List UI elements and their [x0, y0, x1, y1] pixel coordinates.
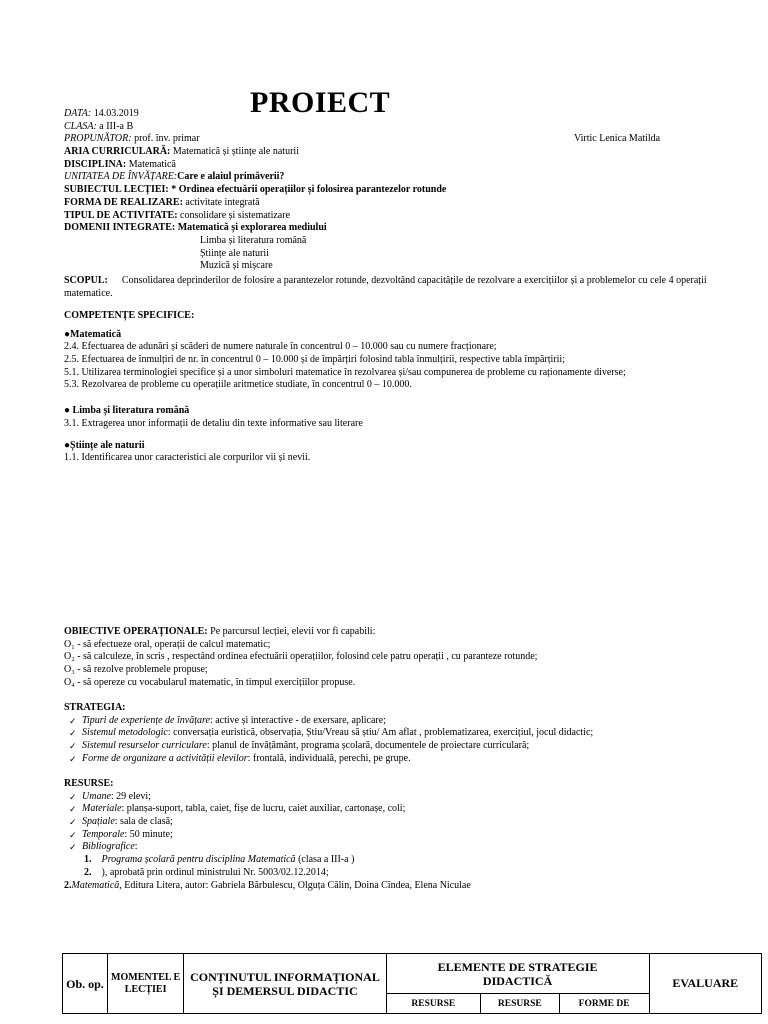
col-ob-op: Ob. op. — [63, 954, 108, 1014]
competenta-item: 3.1. Extragerea unor informații de detaliu din texte informative sau literare — [64, 417, 363, 429]
obiectiv-item: O₁ - să efectueze oral, operații de calcul matematic; — [64, 638, 271, 650]
stiinte-heading: ●Științe ale naturii — [64, 439, 145, 451]
bibliografie-item-2: 2. ), aprobată prin ordinul ministrului Nr. 5003/02.12.2014; — [84, 866, 329, 878]
col-evaluare: EVALUARE — [649, 954, 761, 1014]
resurse-item: ✓ Spațiale: sala de clasă; — [64, 816, 714, 829]
tipul-line: TIPUL DE ACTIVITATE: consolidare și sistematizare — [64, 209, 291, 221]
author-name: Virtic Lenica Matilda — [574, 133, 661, 145]
resurse-section — [64, 778, 714, 892]
strategia-item: ✓ Tipuri de experiențe de învățare: active și interactive - de exersare, aplicare; — [64, 715, 714, 728]
obiectiv-item: O₃ - să rezolve problemele propuse; — [64, 664, 208, 676]
propunator-line: PROPUNĂTOR: prof. înv. primar Virtic Lenica Matilda — [64, 133, 661, 145]
competenta-item: 2.5. Efectuarea de înmulțiri de nr. în concentrul 0 – 10.000 și de împărțiri folosind tabla înmulțirii, respective tabla împărțirii; — [64, 354, 565, 366]
data-line: DATA: 14.03.2019 — [64, 108, 139, 119]
domenii-extra-3: Muzică și mișcare — [200, 260, 273, 272]
strategia-heading: STRATEGIA: — [64, 702, 126, 713]
strategia-item: ✓ Sistemul metodologic: conversația euristică, observația, Știu/Vreau să știu/ Am aflat , problematizarea, exercițiul, jocul didactic; — [64, 727, 714, 740]
col-elemente-strategie: ELEMENTE DE STRATEGIE DIDACTICĂ — [386, 954, 649, 994]
competente-section — [64, 310, 714, 465]
resurse-item: ✓ Temporale: 50 minute; — [64, 829, 714, 842]
resurse-item: ✓ Materiale: planșa-suport, tabla, caiet, fișe de lucru, caiet auxiliar, cartonașe, coli; — [64, 803, 714, 816]
limba-heading: ● Limba și literatura română — [64, 405, 190, 417]
competenta-item: 2.4. Efectuarea de adunări și scăderi de numere naturale în concentrul 0 – 10.000 sau cu numere fracționare; — [64, 341, 497, 353]
col-resurse-1: RESURSE — [386, 994, 480, 1014]
domenii-extra-1: Limba și literatura română — [200, 234, 307, 246]
bibliografie-item-1: 1. Programa școlară pentru disciplina Matematică (clasa a III-a ) — [84, 854, 355, 866]
resurse-item: ✓ Bibliografice: — [64, 841, 714, 854]
domenii-line: DOMENII INTEGRATE: Matematică și explorarea mediului — [64, 222, 327, 234]
lesson-plan-table — [62, 953, 762, 1014]
competenta-item: 1.1. Identificarea unor caracteristici ale corpurilor vii și nevii. — [64, 452, 311, 464]
domenii-extra-2: Științe ale naturii — [200, 247, 269, 259]
clasa-line: CLASA: a III-a B — [64, 120, 134, 132]
scopul-paragraph: SCOPUL: Consolidarea deprinderilor de folosire a parantezelor rotunde, dezvoltând capacitățile de rezolvare a exercițiilor și a problemelor cu cele 4 operații matematice. — [64, 274, 707, 299]
competente-heading: COMPETENȚE SPECIFICE: — [64, 310, 195, 321]
competenta-item: 5.3. Rezolvarea de probleme cu operațiile aritmetice studiate, în concentrul 0 – 10.000. — [64, 379, 412, 391]
header-block — [64, 108, 714, 300]
document-title: PROIECT — [250, 86, 391, 119]
aria-line: ARIA CURRICULARĂ: Matematică și științe ale naturii — [64, 146, 299, 158]
unitate-line: UNITATEA DE ÎNVĂȚARE:Care e alaiul primăverii? — [64, 171, 285, 183]
disciplina-line: DISCIPLINA: Matematică — [64, 158, 176, 170]
col-forme-de: FORME DE — [559, 994, 649, 1014]
strategia-item: ✓ Forme de organizare a activității elevilor: frontală, individuală, perechi, pe grupe. — [64, 753, 714, 766]
obiectiv-item: O₂ - să calculeze, în scris , respectând ordinea efectuării operațiilor, folosind cele patru operații , cu paranteze rotunde; — [64, 651, 538, 663]
matematica-heading: ●Matematică — [64, 328, 122, 340]
resurse-heading: RESURSE: — [64, 778, 114, 789]
col-continutul: CONȚINUTUL INFORMAȚIONAL ȘI DEMERSUL DIDACTIC — [184, 954, 386, 1014]
obiective-heading-line: OBIECTIVE OPERAȚIONALE: Pe parcursul lecției, elevii vor fi capabili: — [64, 626, 376, 637]
col-momentele: MOMENTEL E LECȚIEI — [107, 954, 183, 1014]
bibliografie-item-3: 2.Matematică, Editura Litera, autor: Gabriela Bărbulescu, Olguța Călin, Doina Cîndea, Elena Niculae — [64, 879, 471, 891]
strategia-item: ✓ Sistemul resurselor curriculare: planul de învățământ, programa școlară, documentele de proiectare curriculară; — [64, 740, 714, 753]
resurse-item: ✓ Umane: 29 elevi; — [64, 791, 714, 804]
competenta-item: 5.1. Utilizarea terminologiei specifice și a unor simboluri matematice în rezolvarea și/sau compunerea de probleme cu raționamente diverse; — [64, 366, 626, 378]
strategia-section — [64, 702, 714, 765]
col-resurse-2: RESURSE — [481, 994, 560, 1014]
obiectiv-item: O₄ - să opereze cu vocabularul matematic, în timpul exercițiilor propuse. — [64, 676, 356, 688]
obiective-section — [64, 626, 714, 689]
forma-line: FORMA DE REALIZARE: activitate integrată — [64, 196, 260, 208]
subiect-line: SUBIECTUL LECȚIEI: * Ordinea efectuării operațiilor și folosirea parantezelor rotunde — [64, 184, 447, 196]
